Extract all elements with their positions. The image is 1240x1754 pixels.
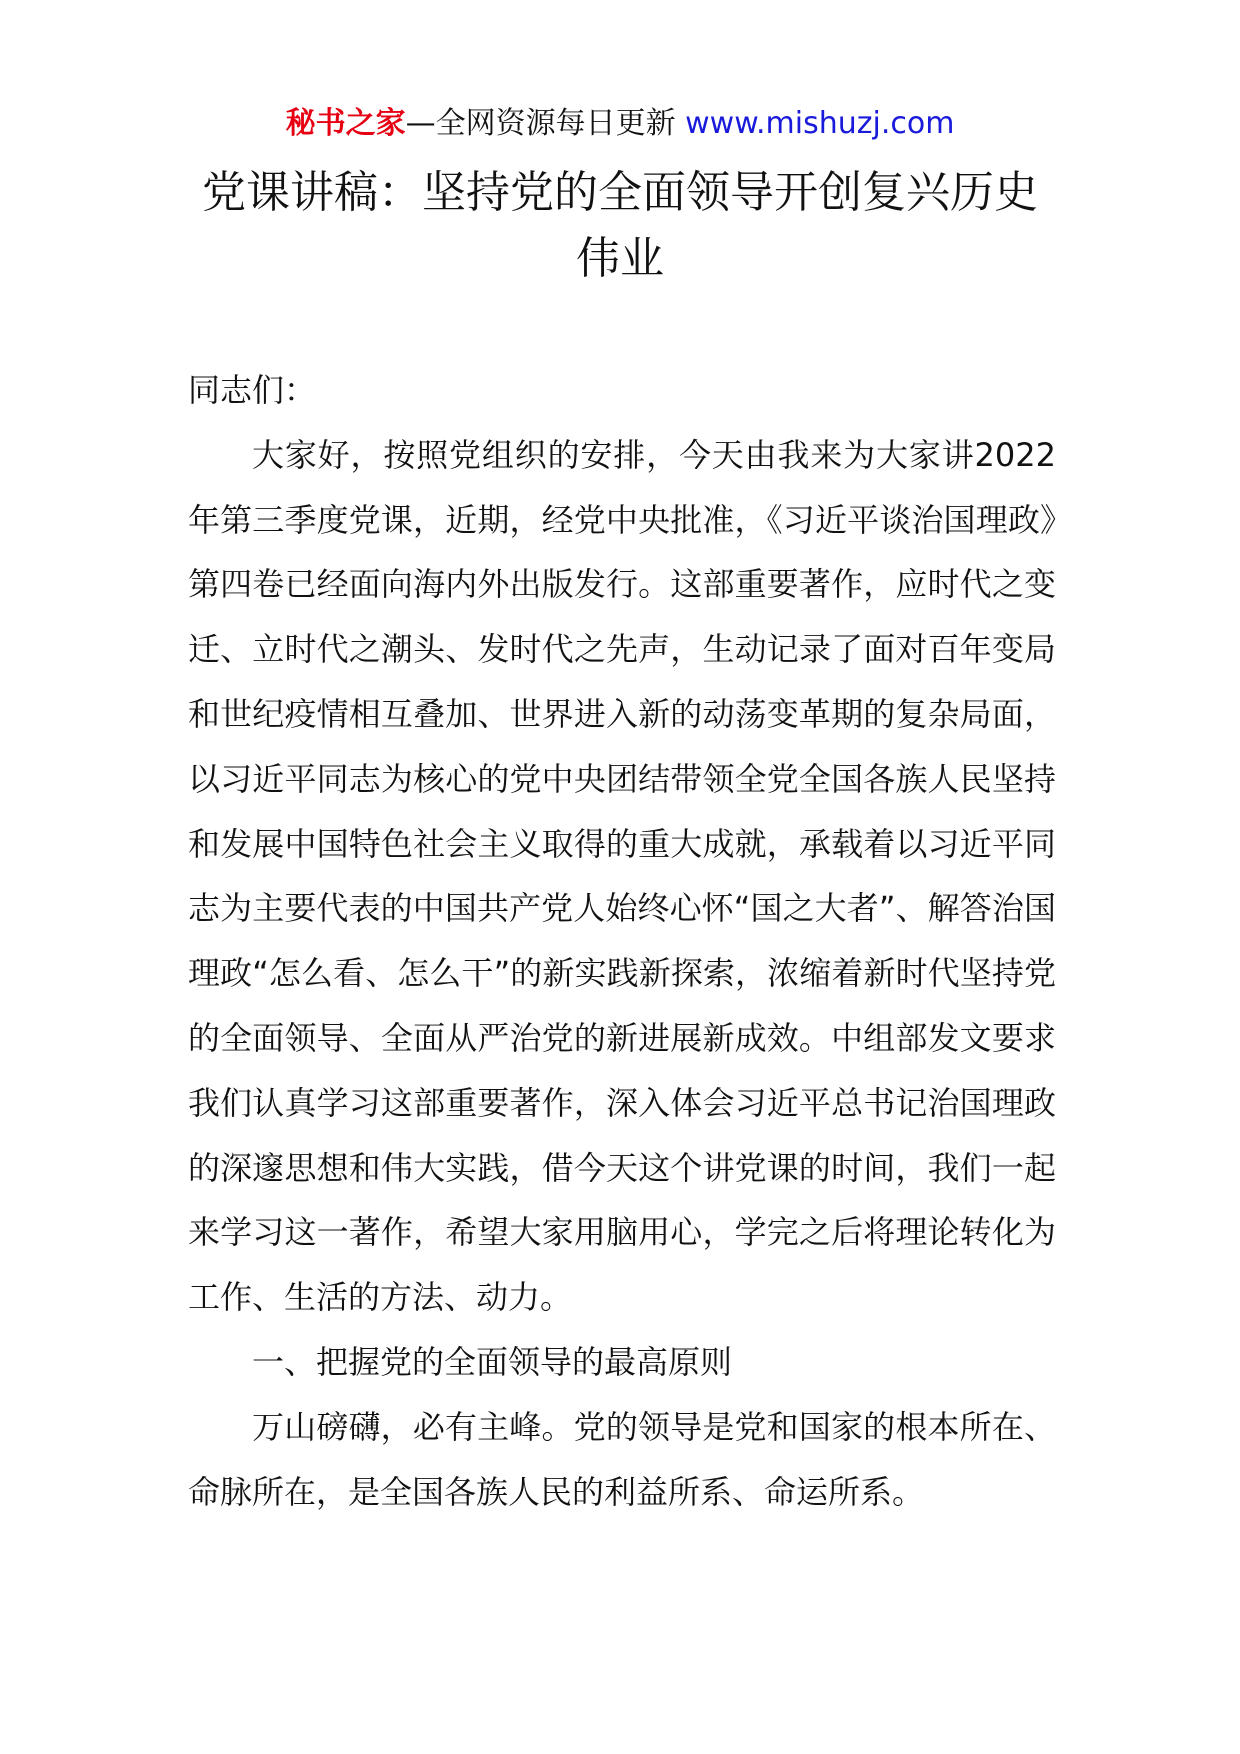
document-title: 党课讲稿：坚持党的全面领导开创复兴历史伟业: [202, 167, 1038, 284]
site-slogan: —全网资源每日更新: [405, 106, 686, 141]
site-header: [0, 102, 1240, 146]
paragraph-section-one: 万山磅礴，必有主峰。党的领导是党和国家的根本所在、命脉所在，是全国各族人民的利益所系、命运所系。: [188, 1407, 1056, 1511]
site-url-link[interactable]: www.mishuzj.com: [685, 106, 955, 141]
paragraph-intro: 大家好，按照党组织的安排，今天由我来为大家讲2022年第三季度党课，近期，经党中央批准，《习近平谈治国理政》第四卷已经面向海内外出版发行。这部重要著作，应时代之变迁、立时代之潮头、发时代之先声，生动记录了面对百年变局和世纪疫情相互叠加、世界进入新的动荡变革期的复杂局面，以习近平同志为核心的党中央团结带领全党全国各族人民坚持和发展中国特色社会主义取得的重大成就，承载着以习近平同志为主要代表的中国共产党人始终心怀“国之大者”、解答治国理政“怎么看、怎么干”的新实践新探索，浓缩着新时代坚持党的全面领导、全面从严治党的新进展新成效。中组部发文要求我们认真学习这部重要著作，深入体会习近平总书记治国理政的深邃思想和伟大实践，借今天这个讲党课的时间，我们一起来学习这一著作，希望大家用脑用心，学完之后将理论转化为工作、生活的方法、动力。: [188, 435, 1056, 1317]
salutation: 同志们：: [188, 371, 317, 409]
document-body: [188, 358, 1056, 1524]
site-brand: 秘书之家: [285, 106, 406, 141]
section-heading: 一、把握党的全面领导的最高原则: [252, 1342, 733, 1381]
